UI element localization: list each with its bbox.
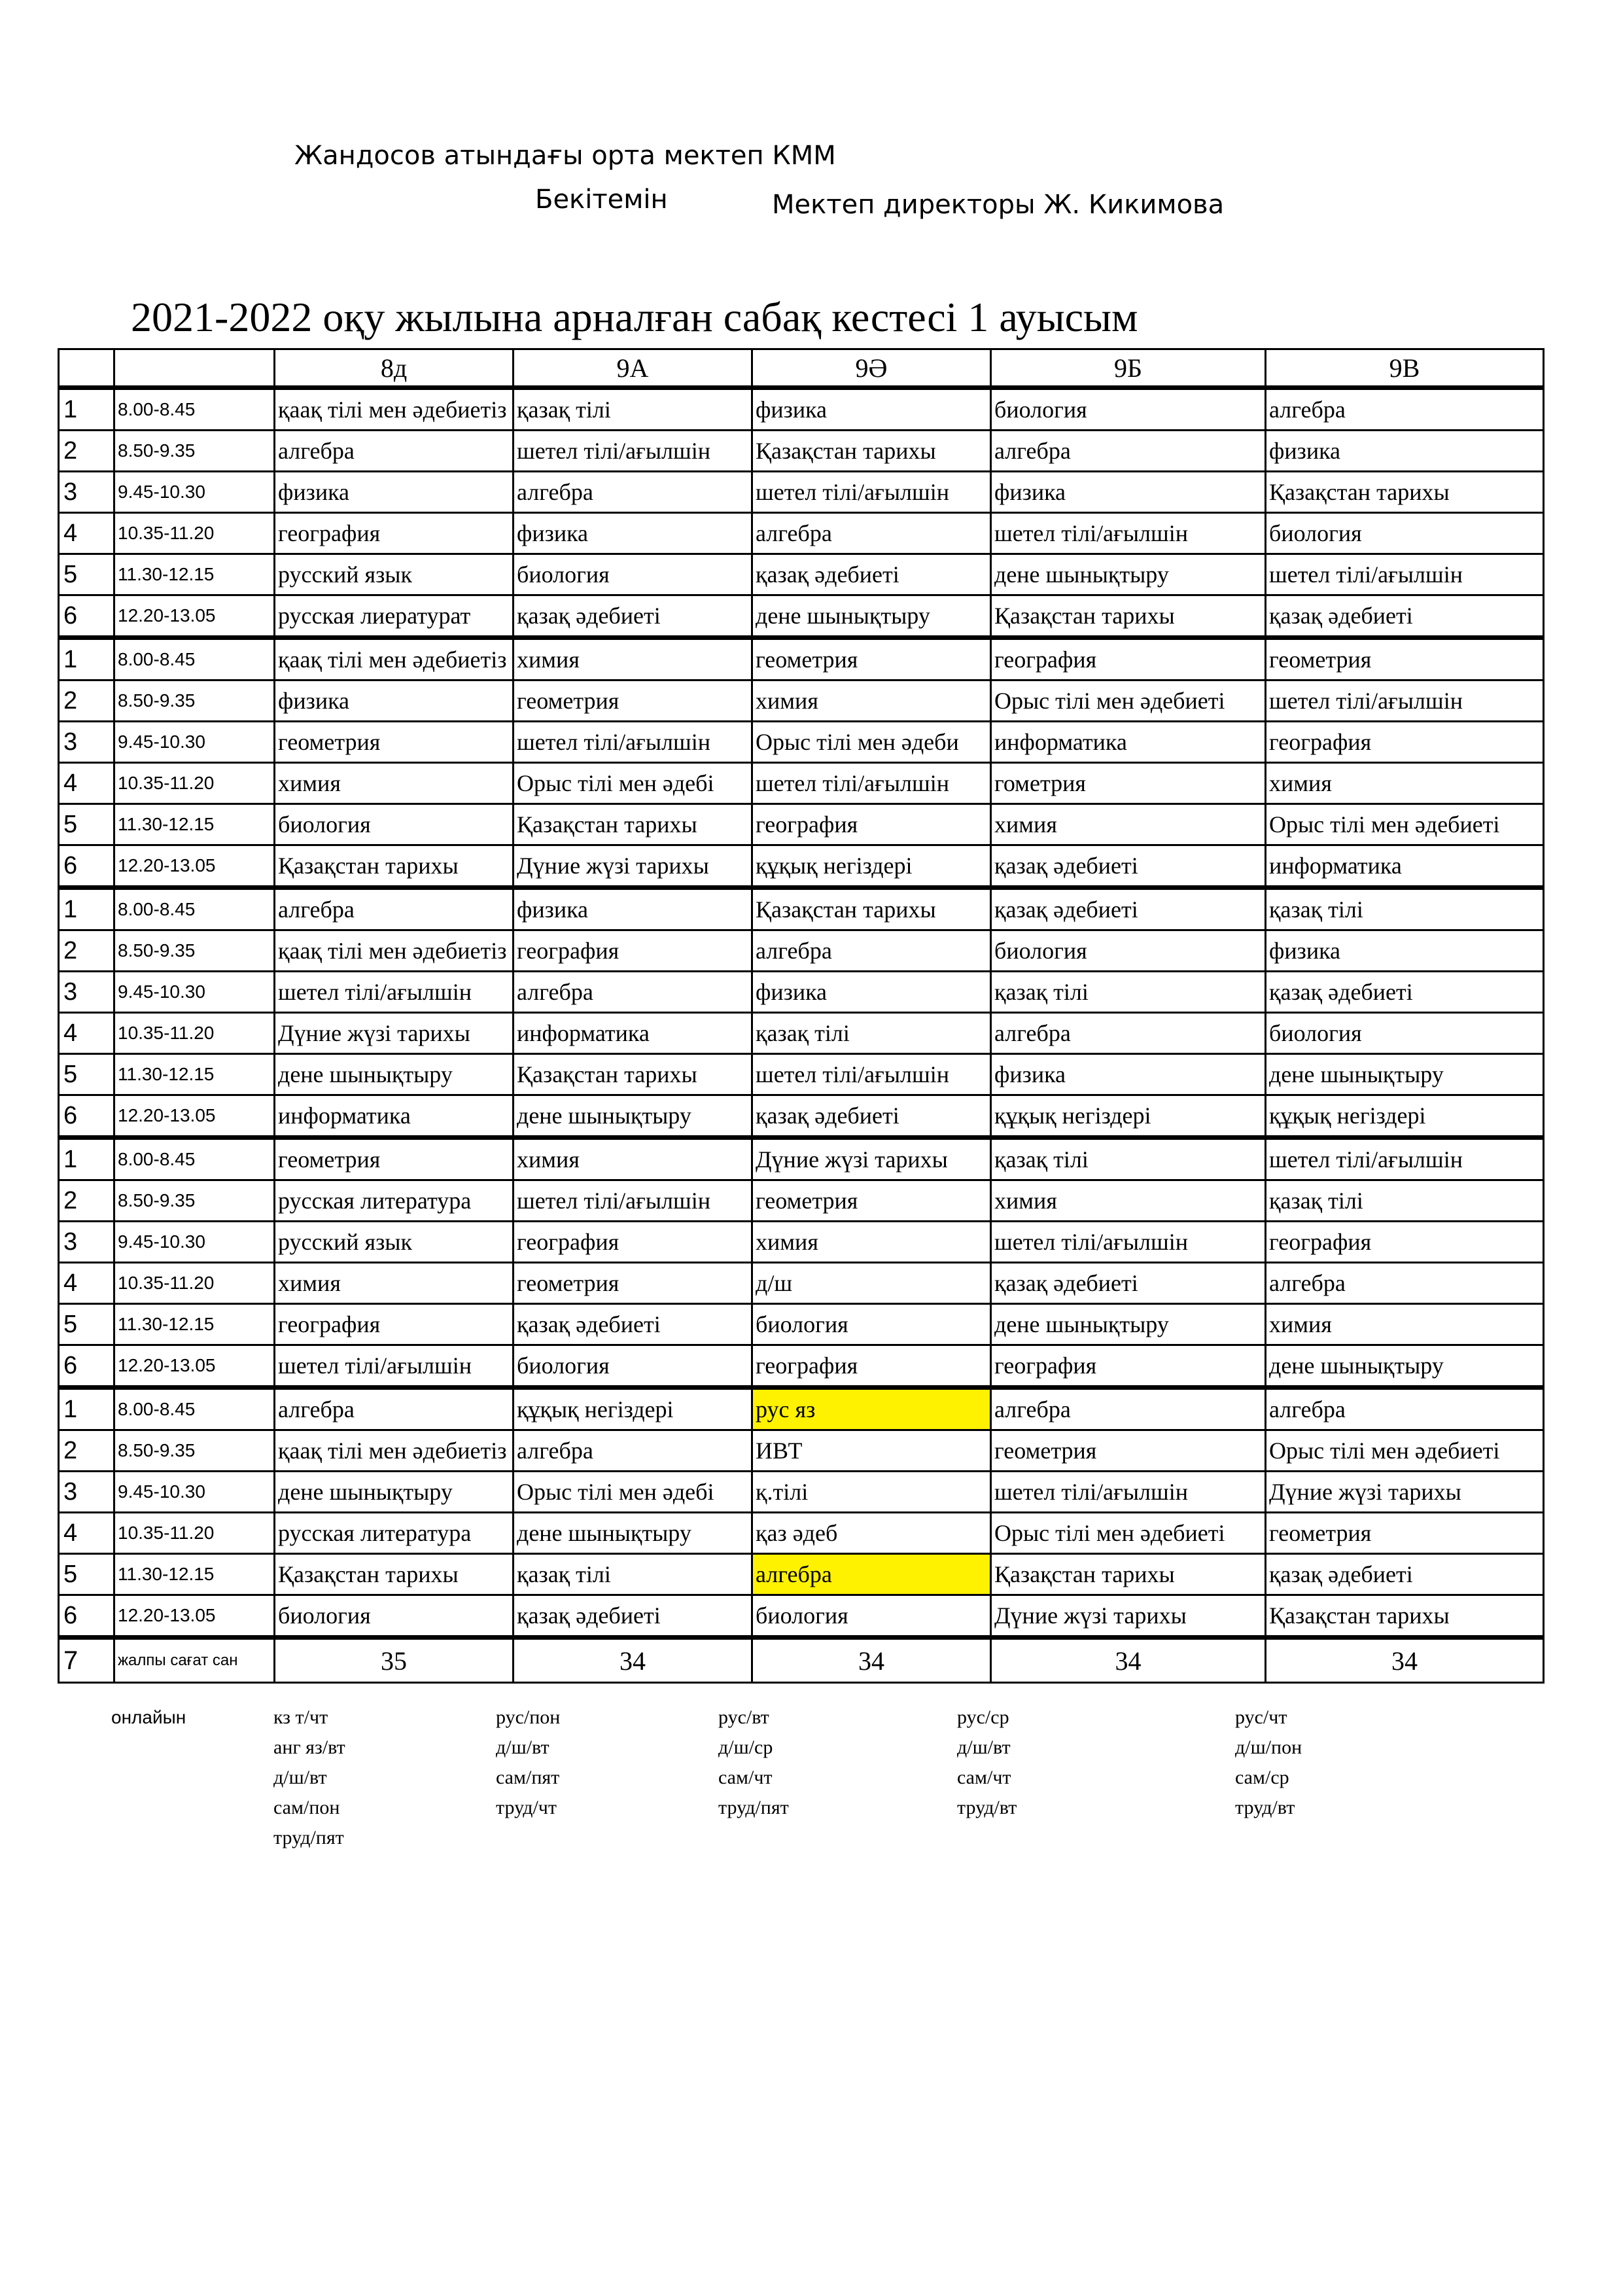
subject-cell: физика — [514, 888, 752, 930]
subject-cell: шетел тілі/ағылшін — [514, 431, 752, 472]
lesson-number: 2 — [59, 1430, 114, 1472]
subject-cell: биология — [752, 1304, 991, 1345]
subject-cell: шетел тілі/ағылшін — [752, 1054, 991, 1095]
subject-cell: қазақ әдебиеті — [752, 554, 991, 595]
subject-cell: география — [752, 804, 991, 845]
lesson-row — [59, 1472, 1544, 1513]
total-hours-label: жалпы сағат сан — [114, 1638, 275, 1683]
subject-cell: русская литература — [275, 1180, 514, 1222]
subject-cell: Дүние жүзі тарихы — [514, 845, 752, 888]
subject-cell: физика — [275, 680, 514, 722]
subject-cell: алгебра — [752, 1554, 991, 1595]
lesson-time: 8.50-9.35 — [114, 930, 275, 972]
lesson-row — [59, 431, 1544, 472]
subject-cell: Орыс тілі мен әдебиеті — [991, 680, 1266, 722]
subject-cell: шетел тілі/ағылшін — [275, 1345, 514, 1388]
subject-cell: физика — [514, 513, 752, 554]
online-item: анг яз/вт — [273, 1737, 345, 1758]
lesson-number: 6 — [59, 1595, 114, 1638]
subject-cell: Дүние жүзі тарихы — [1266, 1472, 1544, 1513]
subject-cell: география — [991, 638, 1266, 680]
lesson-row — [59, 1595, 1544, 1638]
subject-cell: шетел тілі/ағылшін — [991, 1222, 1266, 1263]
subject-cell: дене шынықтыру — [514, 1095, 752, 1138]
lesson-number: 1 — [59, 1138, 114, 1180]
total-hours-value: 34 — [1266, 1638, 1544, 1683]
lesson-time: 11.30-12.15 — [114, 1304, 275, 1345]
subject-cell: Дүние жүзі тарихы — [752, 1138, 991, 1180]
subject-cell: геометрия — [752, 638, 991, 680]
subject-cell: Қазақстан тарихы — [1266, 472, 1544, 513]
subject-cell: география — [1266, 1222, 1544, 1263]
lesson-number: 1 — [59, 388, 114, 431]
subject-cell: Дүние жүзі тарихы — [275, 1013, 514, 1054]
online-item: труд/чт — [496, 1797, 557, 1818]
subject-cell: шетел тілі/ағылшін — [514, 1180, 752, 1222]
online-item: сам/пят — [496, 1767, 560, 1788]
lesson-row — [59, 1095, 1544, 1138]
subject-cell: шетел тілі/ағылшін — [991, 513, 1266, 554]
lesson-time: 10.35-11.20 — [114, 1513, 275, 1554]
lesson-number: 4 — [59, 763, 114, 804]
subject-cell: алгебра — [514, 472, 752, 513]
subject-cell: информатика — [991, 722, 1266, 763]
subject-cell: дене шынықтыру — [514, 1513, 752, 1554]
online-item: сам/чт — [718, 1767, 773, 1788]
lesson-row — [59, 680, 1544, 722]
lesson-time: 11.30-12.15 — [114, 1554, 275, 1595]
subject-cell: дене шынықтыру — [275, 1472, 514, 1513]
subject-cell: химия — [514, 1138, 752, 1180]
lesson-row — [59, 513, 1544, 554]
lesson-time: 12.20-13.05 — [114, 1595, 275, 1638]
subject-cell: қазақ тілі — [1266, 1180, 1544, 1222]
subject-cell: Қазақстан тарихы — [514, 804, 752, 845]
subject-cell: русская лиературат — [275, 595, 514, 638]
online-label: онлайын — [111, 1707, 186, 1727]
subject-cell: география — [514, 1222, 752, 1263]
lesson-time: 12.20-13.05 — [114, 1095, 275, 1138]
lesson-row — [59, 930, 1544, 972]
subject-cell: геометрия — [275, 1138, 514, 1180]
subject-cell: биология — [275, 1595, 514, 1638]
lesson-number: 6 — [59, 595, 114, 638]
subject-cell: алгебра — [1266, 1263, 1544, 1304]
subject-cell: қазақ тілі — [514, 388, 752, 431]
lesson-number: 6 — [59, 1345, 114, 1388]
subject-cell: информатика — [1266, 845, 1544, 888]
lesson-time: 8.00-8.45 — [114, 388, 275, 431]
subject-cell: физика — [1266, 930, 1544, 972]
lesson-time: 12.20-13.05 — [114, 845, 275, 888]
class-header-row — [59, 349, 1544, 388]
subject-cell: алгебра — [514, 972, 752, 1013]
subject-cell: қазақ әдебиеті — [514, 1595, 752, 1638]
lesson-time: 11.30-12.15 — [114, 554, 275, 595]
online-item: д/ш/ср — [718, 1737, 773, 1758]
subject-cell: қазақ тілі — [514, 1554, 752, 1595]
approval-label: Бекітемін — [535, 185, 668, 215]
online-item: д/ш/вт — [273, 1767, 327, 1788]
subject-cell: алгебра — [1266, 1388, 1544, 1430]
class-header: 9В — [1266, 349, 1544, 388]
subject-cell: рус яз — [752, 1388, 991, 1430]
subject-cell: биология — [1266, 513, 1544, 554]
subject-cell: Қазақстан тарихы — [752, 431, 991, 472]
subject-cell: шетел тілі/ағылшін — [1266, 680, 1544, 722]
subject-cell: Орыс тілі мен әдеби — [752, 722, 991, 763]
subject-cell: қазақ тілі — [1266, 888, 1544, 930]
subject-cell: дене шынықтыру — [1266, 1345, 1544, 1388]
lesson-number: 2 — [59, 431, 114, 472]
lesson-number: 6 — [59, 1095, 114, 1138]
subject-cell: шетел тілі/ағылшін — [752, 472, 991, 513]
subject-cell: география — [991, 1345, 1266, 1388]
subject-cell: дене шынықтыру — [752, 595, 991, 638]
subject-cell: құқық негіздері — [752, 845, 991, 888]
subject-cell: информатика — [275, 1095, 514, 1138]
lesson-number: 6 — [59, 845, 114, 888]
subject-cell: шетел тілі/ағылшін — [991, 1472, 1266, 1513]
subject-cell: қаақ тілі мен әдебиетіз — [275, 638, 514, 680]
lesson-row — [59, 638, 1544, 680]
subject-cell: Қазақстан тарихы — [991, 595, 1266, 638]
subject-cell: құқық негіздері — [991, 1095, 1266, 1138]
lesson-number: 3 — [59, 1222, 114, 1263]
lesson-time: 10.35-11.20 — [114, 763, 275, 804]
lesson-number: 5 — [59, 804, 114, 845]
lesson-row — [59, 1054, 1544, 1095]
subject-cell: алгебра — [275, 888, 514, 930]
subject-cell: география — [1266, 722, 1544, 763]
total-hours-row — [59, 1638, 1544, 1683]
online-item: труд/вт — [1235, 1797, 1295, 1818]
subject-cell: алгебра — [752, 930, 991, 972]
lesson-time: 9.45-10.30 — [114, 1222, 275, 1263]
subject-cell: информатика — [514, 1013, 752, 1054]
subject-cell: қазақ әдебиеті — [1266, 1554, 1544, 1595]
subject-cell: алгебра — [514, 1430, 752, 1472]
subject-cell: химия — [752, 680, 991, 722]
lesson-number: 5 — [59, 1554, 114, 1595]
subject-cell: алгебра — [275, 1388, 514, 1430]
online-item: сам/ср — [1235, 1767, 1289, 1788]
lesson-time: 8.00-8.45 — [114, 888, 275, 930]
subject-cell: Орыс тілі мен әдебиеті — [1266, 804, 1544, 845]
subject-cell: қаақ тілі мен әдебиетіз — [275, 388, 514, 431]
subject-cell: физика — [275, 472, 514, 513]
subject-cell: геометрия — [275, 722, 514, 763]
lesson-time: 9.45-10.30 — [114, 972, 275, 1013]
subject-cell: география — [752, 1345, 991, 1388]
subject-cell: алгебра — [1266, 388, 1544, 431]
subject-cell: құқық негіздері — [1266, 1095, 1544, 1138]
online-item: д/ш/вт — [957, 1737, 1011, 1758]
subject-cell: қазақ тілі — [991, 1138, 1266, 1180]
lesson-number: 4 — [59, 513, 114, 554]
online-item: рус/чт — [1235, 1706, 1287, 1728]
subject-cell: алгебра — [275, 431, 514, 472]
subject-cell: шетел тілі/ағылшін — [514, 722, 752, 763]
lesson-row — [59, 472, 1544, 513]
subject-cell: география — [275, 1304, 514, 1345]
lesson-row — [59, 1138, 1544, 1180]
lesson-time: 11.30-12.15 — [114, 1054, 275, 1095]
school-name: Жандосов атындағы орта мектеп КММ — [294, 141, 836, 171]
subject-cell: русский язык — [275, 554, 514, 595]
lesson-row — [59, 554, 1544, 595]
online-item: д/ш/вт — [496, 1737, 550, 1758]
lesson-number: 2 — [59, 1180, 114, 1222]
lesson-row — [59, 888, 1544, 930]
online-item: труд/вт — [957, 1797, 1017, 1818]
lesson-time: 10.35-11.20 — [114, 1013, 275, 1054]
total-hours-value: 34 — [752, 1638, 991, 1683]
subject-cell: физика — [752, 388, 991, 431]
subject-cell: құқық негіздері — [514, 1388, 752, 1430]
subject-cell: д/ш — [752, 1263, 991, 1304]
subject-cell: алгебра — [752, 513, 991, 554]
subject-cell: геометрия — [1266, 1513, 1544, 1554]
lesson-row — [59, 1554, 1544, 1595]
lesson-number: 4 — [59, 1013, 114, 1054]
subject-cell: гометрия — [991, 763, 1266, 804]
online-item: д/ш/пон — [1235, 1737, 1302, 1758]
subject-cell: шетел тілі/ағылшін — [752, 763, 991, 804]
class-header: 9Б — [991, 349, 1266, 388]
lesson-time: 8.00-8.45 — [114, 1138, 275, 1180]
lesson-row — [59, 1180, 1544, 1222]
subject-cell: дене шынықтыру — [991, 1304, 1266, 1345]
subject-cell: Қазақстан тарихы — [275, 845, 514, 888]
total-hours-value: 34 — [514, 1638, 752, 1683]
online-item: сам/пон — [273, 1797, 340, 1818]
lesson-number: 3 — [59, 472, 114, 513]
subject-cell: химия — [991, 1180, 1266, 1222]
subject-cell: география — [275, 513, 514, 554]
subject-cell: алгебра — [991, 1013, 1266, 1054]
subject-cell: химия — [514, 638, 752, 680]
online-item: сам/чт — [957, 1767, 1011, 1788]
subject-cell: Орыс тілі мен әдебі — [514, 1472, 752, 1513]
subject-cell: химия — [275, 1263, 514, 1304]
subject-cell: Қазақстан тарихы — [1266, 1595, 1544, 1638]
lesson-number: 2 — [59, 680, 114, 722]
subject-cell: шетел тілі/ағылшін — [1266, 1138, 1544, 1180]
page-title: 2021-2022 оқу жылына арналған сабақ кестесі 1 ауысым — [131, 294, 1138, 340]
subject-cell: қаақ тілі мен әдебиетіз — [275, 930, 514, 972]
director-signature-line: Мектеп директоры Ж. Кикимова — [772, 190, 1225, 220]
subject-cell: Дүние жүзі тарихы — [991, 1595, 1266, 1638]
lesson-row — [59, 1345, 1544, 1388]
lesson-number: 5 — [59, 1054, 114, 1095]
lesson-time: 11.30-12.15 — [114, 804, 275, 845]
subject-cell: Орыс тілі мен әдебі — [514, 763, 752, 804]
subject-cell: қаақ тілі мен әдебиетіз — [275, 1430, 514, 1472]
subject-cell: физика — [1266, 431, 1544, 472]
subject-cell: дене шынықтыру — [275, 1054, 514, 1095]
subject-cell: қазақ әдебиеті — [1266, 595, 1544, 638]
schedule-table — [58, 348, 1544, 1684]
subject-cell: биология — [991, 388, 1266, 431]
subject-cell: шетел тілі/ағылшін — [275, 972, 514, 1013]
subject-cell: ИВТ — [752, 1430, 991, 1472]
subject-cell: химия — [275, 763, 514, 804]
subject-cell: физика — [991, 1054, 1266, 1095]
lesson-time: 8.00-8.45 — [114, 1388, 275, 1430]
subject-cell: қазақ әдебиеті — [1266, 972, 1544, 1013]
subject-cell: қазақ тілі — [991, 972, 1266, 1013]
subject-cell: химия — [1266, 763, 1544, 804]
subject-cell: Орыс тілі мен әдебиеті — [991, 1513, 1266, 1554]
subject-cell: дене шынықтыру — [1266, 1054, 1544, 1095]
total-row-number: 7 — [59, 1638, 114, 1683]
lesson-row — [59, 388, 1544, 431]
lesson-number: 1 — [59, 1388, 114, 1430]
lesson-row — [59, 845, 1544, 888]
header-number-cell — [59, 349, 114, 388]
lesson-row — [59, 1430, 1544, 1472]
subject-cell: қазақ әдебиеті — [991, 888, 1266, 930]
subject-cell: қазақ әдебиеті — [514, 1304, 752, 1345]
lesson-row — [59, 1222, 1544, 1263]
lesson-time: 8.00-8.45 — [114, 638, 275, 680]
online-item: труд/пят — [718, 1797, 789, 1818]
header-time-cell — [114, 349, 275, 388]
lesson-time: 10.35-11.20 — [114, 1263, 275, 1304]
lesson-time: 9.45-10.30 — [114, 722, 275, 763]
subject-cell: Қазақстан тарихы — [991, 1554, 1266, 1595]
lesson-time: 9.45-10.30 — [114, 1472, 275, 1513]
class-header: 9Ә — [752, 349, 991, 388]
subject-cell: Қазақстан тарихы — [752, 888, 991, 930]
online-item: рус/пон — [496, 1706, 561, 1728]
lesson-number: 5 — [59, 554, 114, 595]
subject-cell: география — [514, 930, 752, 972]
subject-cell: қазақ тілі — [752, 1013, 991, 1054]
online-item: рус/вт — [718, 1706, 769, 1728]
subject-cell: биология — [514, 1345, 752, 1388]
subject-cell: қазақ әдебиеті — [752, 1095, 991, 1138]
lesson-number: 5 — [59, 1304, 114, 1345]
online-column — [273, 1703, 345, 1853]
subject-cell: геометрия — [752, 1180, 991, 1222]
lesson-time: 8.50-9.35 — [114, 431, 275, 472]
online-item: кз т/чт — [273, 1706, 328, 1728]
lesson-row — [59, 1388, 1544, 1430]
online-item: труд/пят — [273, 1827, 344, 1848]
subject-cell: химия — [991, 804, 1266, 845]
lesson-number: 4 — [59, 1263, 114, 1304]
lesson-number: 3 — [59, 972, 114, 1013]
subject-cell: алгебра — [991, 1388, 1266, 1430]
lesson-row — [59, 722, 1544, 763]
online-column — [957, 1703, 1017, 1823]
subject-cell: биология — [275, 804, 514, 845]
subject-cell: қазақ әдебиеті — [991, 1263, 1266, 1304]
subject-cell: геометрия — [514, 1263, 752, 1304]
lesson-time: 8.50-9.35 — [114, 680, 275, 722]
online-column — [1235, 1703, 1302, 1823]
subject-cell: Қазақстан тарихы — [275, 1554, 514, 1595]
lesson-time: 8.50-9.35 — [114, 1180, 275, 1222]
lesson-number: 1 — [59, 888, 114, 930]
subject-cell: геометрия — [514, 680, 752, 722]
subject-cell: қ.тілі — [752, 1472, 991, 1513]
subject-cell: геометрия — [991, 1430, 1266, 1472]
lesson-time: 8.50-9.35 — [114, 1430, 275, 1472]
lesson-time: 9.45-10.30 — [114, 472, 275, 513]
lesson-row — [59, 595, 1544, 638]
subject-cell: шетел тілі/ағылшін — [1266, 554, 1544, 595]
schedule-body — [59, 388, 1544, 1683]
subject-cell: алгебра — [991, 431, 1266, 472]
online-column — [496, 1703, 560, 1823]
subject-cell: Қазақстан тарихы — [514, 1054, 752, 1095]
subject-cell: қазақ әдебиеті — [514, 595, 752, 638]
subject-cell: геометрия — [1266, 638, 1544, 680]
subject-cell: физика — [991, 472, 1266, 513]
lesson-number: 2 — [59, 930, 114, 972]
total-hours-value: 35 — [275, 1638, 514, 1683]
subject-cell: биология — [991, 930, 1266, 972]
lesson-number: 3 — [59, 1472, 114, 1513]
lesson-row — [59, 763, 1544, 804]
lesson-time: 10.35-11.20 — [114, 513, 275, 554]
total-hours-value: 34 — [991, 1638, 1266, 1683]
online-column — [718, 1703, 789, 1823]
subject-cell: химия — [1266, 1304, 1544, 1345]
lesson-number: 1 — [59, 638, 114, 680]
online-item: рус/ср — [957, 1706, 1009, 1728]
subject-cell: биология — [1266, 1013, 1544, 1054]
subject-cell: Орыс тілі мен әдебиеті — [1266, 1430, 1544, 1472]
subject-cell: дене шынықтыру — [991, 554, 1266, 595]
lesson-row — [59, 1263, 1544, 1304]
lesson-row — [59, 972, 1544, 1013]
lesson-number: 4 — [59, 1513, 114, 1554]
lesson-number: 3 — [59, 722, 114, 763]
class-header: 8д — [275, 349, 514, 388]
lesson-time: 12.20-13.05 — [114, 1345, 275, 1388]
lesson-row — [59, 1013, 1544, 1054]
subject-cell: биология — [514, 554, 752, 595]
subject-cell: русский язык — [275, 1222, 514, 1263]
lesson-row — [59, 804, 1544, 845]
lesson-row — [59, 1513, 1544, 1554]
subject-cell: русская литература — [275, 1513, 514, 1554]
subject-cell: биология — [752, 1595, 991, 1638]
subject-cell: қазақ әдебиеті — [991, 845, 1266, 888]
class-header: 9А — [514, 349, 752, 388]
subject-cell: химия — [752, 1222, 991, 1263]
subject-cell: физика — [752, 972, 991, 1013]
subject-cell: қаз әдеб — [752, 1513, 991, 1554]
lesson-time: 12.20-13.05 — [114, 595, 275, 638]
lesson-row — [59, 1304, 1544, 1345]
